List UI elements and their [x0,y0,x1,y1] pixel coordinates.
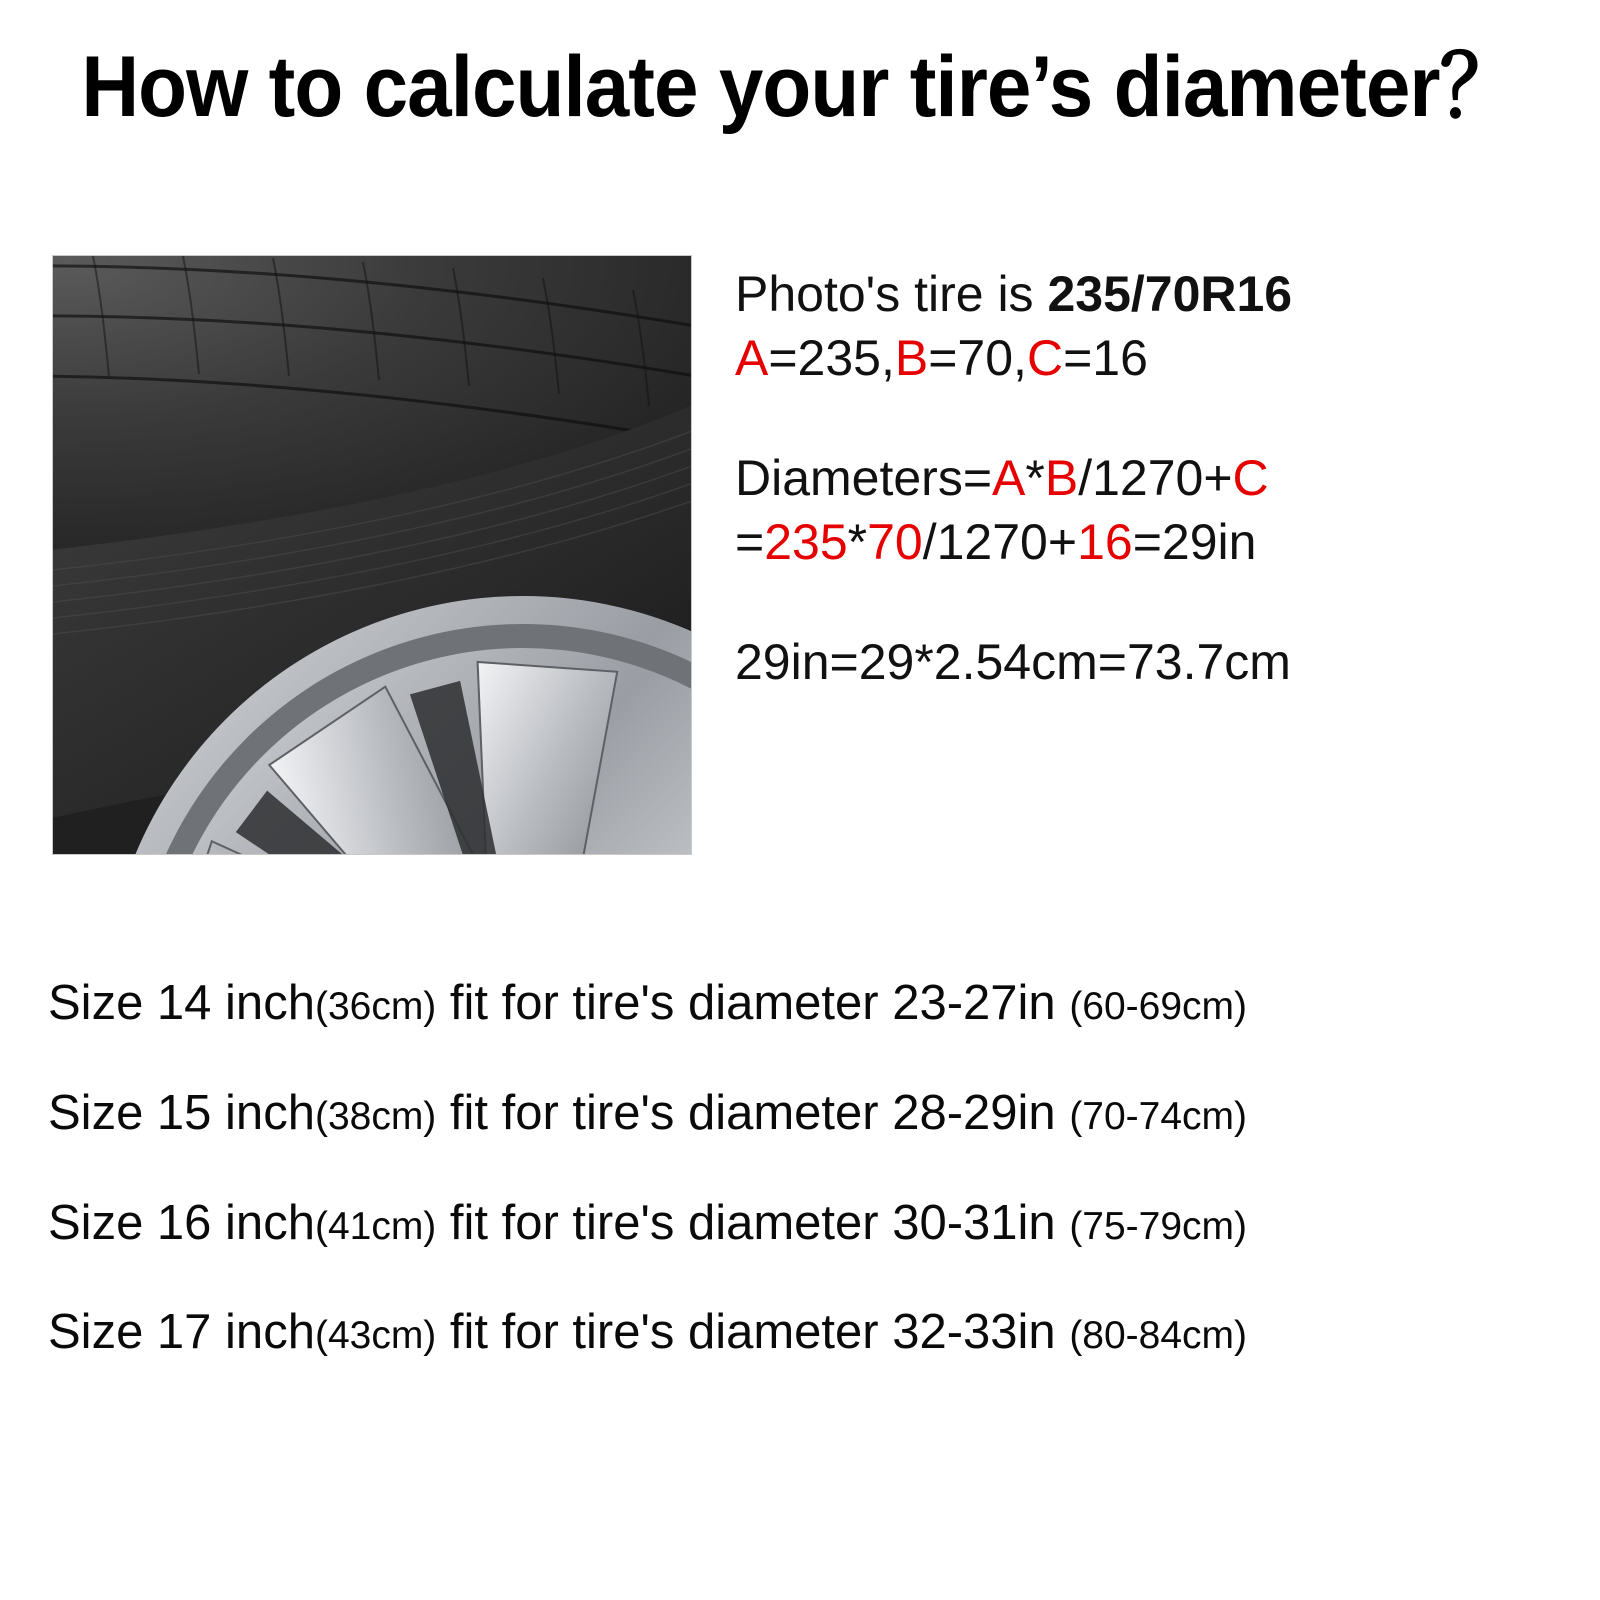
formula-lead: Diameters= [735,450,993,506]
substitution-line [735,510,1565,574]
list-item [48,1085,1568,1143]
size-range-cm: (75-79cm) [1069,1204,1248,1248]
formula-mid: /1270+ [1078,450,1233,506]
formula-star: * [1025,450,1045,506]
tire-sidewall-photo [52,255,692,855]
substitution-c: 16 [1077,514,1133,570]
tire-spec-prefix: Photo's tire is [735,266,1048,322]
size-range-cm: (80-84cm) [1069,1314,1248,1358]
spacer-2 [735,574,1565,630]
size-lead: Size 16 inch [48,1195,315,1250]
substitution-eq: = [735,514,765,570]
size-metric: (38cm) [314,1094,437,1138]
tire-spec-line [735,262,1565,326]
variable-c-label: C [1026,330,1064,386]
size-range-in: fit for tire's diameter 23-27in [436,976,1070,1030]
variable-a-value: =235, [768,330,895,386]
size-metric: (41cm) [314,1204,437,1248]
size-range-cm: (60-69cm) [1069,985,1248,1028]
size-lead: Size 17 inch [48,1305,315,1360]
formula-b: B [1044,450,1079,506]
formula-c: C [1232,450,1269,506]
formula-line [735,446,1565,510]
calculation-block [735,262,1565,694]
list-item [48,1195,1568,1253]
variable-b-value: =70, [928,330,1027,386]
conversion-line: 29in=29*2.54cm=73.7cm [735,634,1291,690]
tire-illustration [53,256,692,855]
size-metric: (43cm) [314,1314,437,1358]
size-range-in: fit for tire's diameter 28-29in [436,1085,1070,1140]
variable-a-label: A [735,330,769,386]
variable-b-label: B [894,330,929,386]
size-range-in: fit for tire's diameter 30-31in [436,1195,1070,1250]
list-item [48,1304,1568,1362]
substitution-b: 70 [867,514,923,570]
size-lead: Size 14 inch [48,976,315,1030]
spacer [735,390,1565,446]
variable-c-value: =16 [1063,330,1148,386]
size-lead: Size 15 inch [48,1085,315,1140]
substitution-mid: /1270+ [922,514,1078,570]
tire-spec-value: 235/70R16 [1047,266,1293,322]
variables-line [735,326,1565,390]
size-list [48,975,1568,1414]
size-range-cm: (70-74cm) [1069,1094,1248,1138]
page-title: How to calculate your tire’s diameter？ [81,39,1519,135]
substitution-result: =29in [1132,514,1257,570]
size-metric: (36cm) [314,985,437,1028]
list-item [48,975,1568,1033]
size-range-in: fit for tire's diameter 32-33in [436,1305,1070,1360]
formula-a: A [992,450,1026,506]
substitution-star: * [847,514,868,570]
substitution-a: 235 [764,514,848,570]
